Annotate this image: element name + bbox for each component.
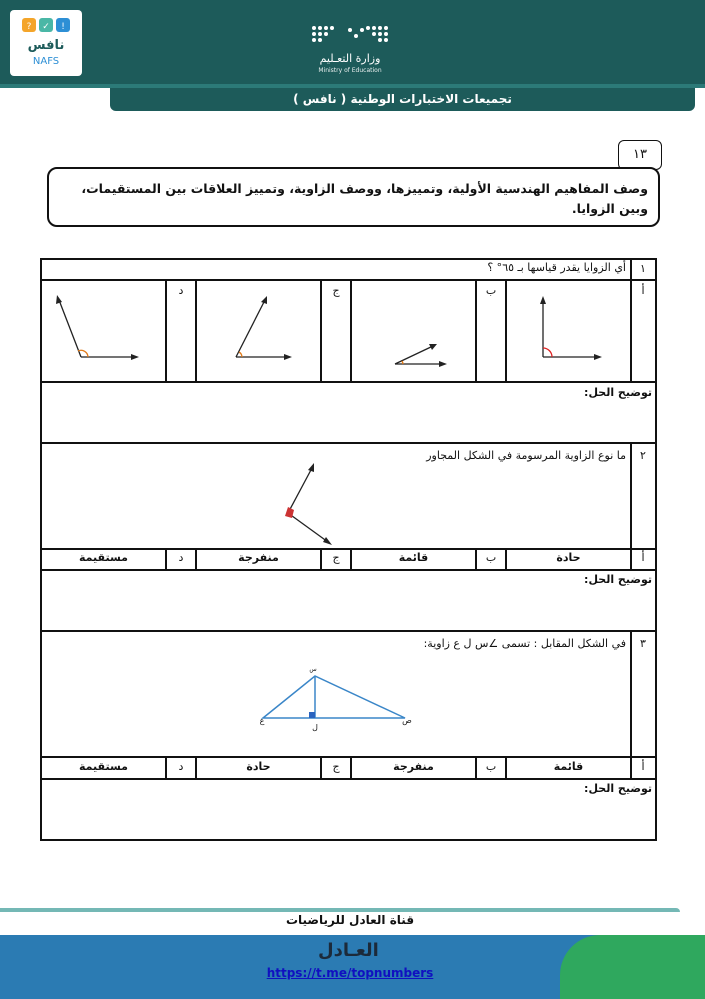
q3-option-b[interactable]: منفرجة [393, 760, 434, 773]
learning-objective: وصف المفاهيم الهندسية الأولية، وتمييزها، ووصف الزاوية، وتمييز العلاقات بين المستقيمات، وبين الزوايا. [47, 167, 660, 227]
q3-option-a[interactable]: قائمة [553, 760, 584, 773]
q1-explain-label: توضيح الحل: [584, 386, 652, 399]
q1-label-c: ج [332, 284, 340, 297]
question-number: ١٣ [618, 140, 662, 170]
page-title: تجميعات الاختبارات الوطنية ( نافس ) [110, 88, 695, 111]
q2-text: ما نوع الزاوية المرسومة في الشكل المجاور [426, 449, 626, 462]
q2-option-c[interactable]: منفرجة [238, 551, 279, 564]
q3-vertex-left: ع [259, 716, 265, 725]
telegram-link[interactable]: https://t.me/topnumbers [266, 966, 434, 980]
ministry-name-ar: وزارة التعـليم [319, 52, 381, 65]
q1-label-b: ب [485, 284, 497, 297]
divider [195, 279, 197, 381]
q3-label-c: ج [332, 760, 340, 773]
q3-vertex-right: ص [402, 716, 412, 725]
q2-label-b: ب [485, 551, 497, 564]
q3-text: في الشكل المقابل : تسمى ∠س ل ع زاوية: [423, 637, 626, 650]
logo-text-ar: نافس [27, 38, 65, 53]
svg-text:?: ? [26, 22, 32, 32]
q3-option-c[interactable]: حادة [246, 760, 271, 773]
q1-option-a-figure[interactable] [508, 282, 628, 378]
q1-option-c-figure[interactable] [198, 282, 318, 378]
q2-label-d: د [178, 551, 184, 564]
q2-option-d[interactable]: مستقيمة [79, 551, 128, 564]
q1-label-a: أ [641, 284, 645, 297]
ministry-logo [290, 18, 410, 80]
q1-number: ١ [640, 262, 646, 275]
divider [40, 569, 657, 571]
divider [630, 258, 632, 381]
divider [350, 279, 352, 381]
logo-text-en: NAFS [32, 56, 60, 67]
q3-label-d: د [178, 760, 184, 773]
q3-vertex-top: س [309, 666, 317, 673]
q1-option-b-figure[interactable] [353, 282, 473, 378]
ministry-name-en: Ministry of Education [318, 67, 382, 74]
divider [505, 279, 507, 381]
nafs-logo [10, 10, 82, 76]
q2-option-a[interactable]: حادة [556, 551, 581, 564]
channel-name: قناة العادل للرياضيات [285, 913, 415, 927]
q2-option-b[interactable]: قائمة [398, 551, 429, 564]
divider [40, 630, 657, 632]
divider [40, 778, 657, 780]
q3-number: ٣ [640, 637, 646, 650]
divider [40, 442, 657, 444]
svg-text:✓: ✓ [42, 22, 50, 32]
divider [40, 548, 657, 550]
q3-vertex-bottom: ل [312, 723, 318, 732]
q2-label-a: أ [641, 551, 645, 564]
q2-number: ٢ [640, 449, 646, 462]
ministry-emblem-icon [308, 22, 392, 50]
divider [40, 381, 657, 383]
footer-divider [0, 908, 680, 912]
q1-label-d: د [178, 284, 184, 297]
q2-label-c: ج [332, 551, 340, 564]
q3-label-a: أ [641, 760, 645, 773]
svg-text:!: ! [61, 22, 65, 32]
footer-accent [560, 935, 705, 999]
q1-text: أي الزوايا يقدر قياسها بـ ٦٥° ؟ [487, 261, 626, 274]
q3-triangle-figure [255, 668, 415, 738]
q3-option-d[interactable]: مستقيمة [79, 760, 128, 773]
divider [40, 279, 657, 281]
q3-label-b: ب [485, 760, 497, 773]
q2-angle-figure [270, 458, 350, 548]
q1-option-d-figure[interactable] [43, 282, 163, 378]
channel-logo: العـادل [318, 940, 379, 961]
q2-explain-label: توضيح الحل: [584, 573, 652, 586]
q3-explain-label: توضيح الحل: [584, 782, 652, 795]
divider [40, 756, 657, 758]
